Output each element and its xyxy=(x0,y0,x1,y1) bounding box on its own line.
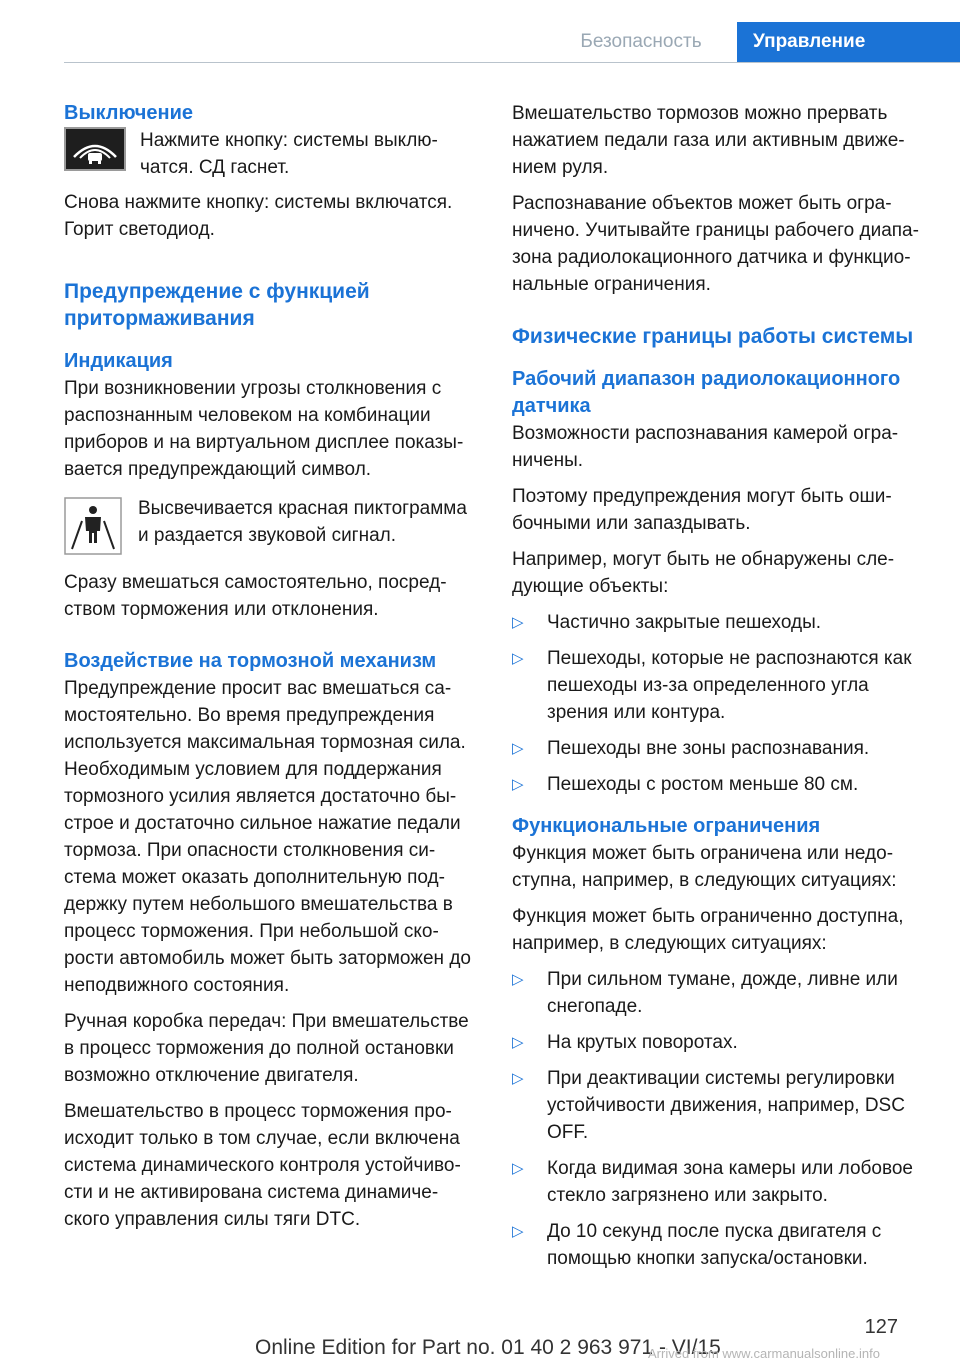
edition-footer: Online Edition for Part no. 01 40 2 963 971 - VI/15 xyxy=(255,1336,721,1359)
right-column xyxy=(512,100,932,1281)
functional-limits-list xyxy=(512,966,932,1272)
list-item: ▷ Пешеходы, которые не распознаются как пешеходы из-за определенного угла зрения или контура. xyxy=(512,645,932,726)
bullet-triangle-icon: ▷ xyxy=(512,740,524,757)
bullet-triangle-icon: ▷ xyxy=(512,776,524,793)
example-text: Например, могут быть не обнаружены следующие объекты: xyxy=(512,549,895,597)
undetected-objects-list xyxy=(512,609,932,798)
bullet-triangle-icon: ▷ xyxy=(512,614,524,631)
camera-text: Возможности распознавания камерой ограничены. xyxy=(512,423,899,471)
functional-paragraph-1: Функция может быть ограничена или недоступна, например, в следующих ситуациях: xyxy=(512,843,897,891)
list-item: ▷ При сильном тумане, дожде, ливне или снегопаде. xyxy=(512,966,932,1020)
list-item: ▷ Когда видимая зона камеры или лобовое стекло загрязнено или закрыто. xyxy=(512,1155,932,1209)
list-item: ▷ До 10 секунд после пуска двигателя с помощью кнопки запуска/остановки. xyxy=(512,1218,932,1272)
bullet-triangle-icon: ▷ xyxy=(512,971,524,988)
heading-off: Выключение xyxy=(64,102,194,124)
collision-warning-button-icon xyxy=(64,127,126,171)
indication-text: При возникновении угрозы столкновения с распознанным человеком на комбинации приборов и на виртуальном дисплее показывается предупреждающий символ. xyxy=(64,378,464,480)
brake-paragraph-1: Предупреждение просит вас вмешаться самостоятельно. Во время предупреждения используется максимальная тормозная сила. Необходимым условием для поддержания тормозного усилия является достаточно быстрое и достаточно сильное нажатие педали тормоза. При опасности столкновения система может оказать дополнительную поддержку путем небольшого вмешательства в процесс торможения. При небольшой скорости автомобиль может быть заторможен до неподвижного состояния. xyxy=(64,678,471,996)
list-item: ▷ Пешеходы вне зоны распознавания. xyxy=(512,735,932,762)
list-item: ▷ Частично закрытые пешеходы. xyxy=(512,609,932,636)
off-instruction xyxy=(64,127,476,181)
functional-paragraph-2: Функция может быть ограниченно доступна, например, в следующих ситуациях: xyxy=(512,906,904,954)
bullet-triangle-icon: ▷ xyxy=(512,1160,524,1177)
pictogram-text: Высвечивается красная пиктограмма и раздается звуковой сигнал. xyxy=(138,498,467,546)
intervene-text: Сразу вмешаться самостоятельно, посредством торможения или отклонения. xyxy=(64,572,447,620)
bullet-triangle-icon: ▷ xyxy=(512,1223,524,1240)
false-warning-text: Поэтому предупреждения могут быть ошибочными или запаздывать. xyxy=(512,486,892,534)
bullet-triangle-icon: ▷ xyxy=(512,1034,524,1051)
off-text: Нажмите кнопку: системы выключатся. СД гаснет. xyxy=(140,130,438,178)
heading-warning-braking: Предупреждение с функцией притормаживания xyxy=(64,280,370,330)
left-column xyxy=(64,100,476,1242)
heading-functional-limits: Функциональные ограничения xyxy=(512,815,821,837)
interrupt-text: Вмешательство тормозов можно прервать нажатием педали газа или активным движением руля. xyxy=(512,103,905,178)
limited-text: Распознавание объектов может быть ограничено. Учитывайте границы рабочего диапазона радиолокационного датчика и функциональные ограничения. xyxy=(512,193,919,295)
on-text: Снова нажмите кнопку: системы включатся. Горит светодиод. xyxy=(64,192,453,240)
brake-paragraph-3: Вмешательство в процесс торможения происходит только в том случае, если включена система динамического контроля устойчивости и не активирована система динамического управления силы тяги DTC. xyxy=(64,1101,461,1230)
heading-indication: Индикация xyxy=(64,350,173,372)
heading-brake-intervention: Воздействие на тормозной механизм xyxy=(64,650,437,672)
bullet-triangle-icon: ▷ xyxy=(512,650,524,667)
header-rule xyxy=(64,62,960,63)
tab-controls[interactable]: Управление xyxy=(737,22,960,62)
brake-paragraph-2: Ручная коробка передач: При вмешательстве в процесс торможения до полной остановки возможно отключение двигателя. xyxy=(64,1011,469,1086)
heading-radar-range: Рабочий диапазон радиолокационного датчика xyxy=(512,368,901,417)
page-number: 127 xyxy=(864,1316,898,1338)
tab-safety[interactable]: Безопасность xyxy=(580,31,702,52)
pedestrian-warning-icon xyxy=(64,497,122,555)
list-item: ▷ На крутых поворотах. xyxy=(512,1029,932,1056)
list-item: ▷ Пешеходы с ростом меньше 80 см. xyxy=(512,771,932,798)
pictogram-instruction xyxy=(64,495,476,555)
list-item: ▷ При деактивации системы регулировки устойчивости движения, например, DSC OFF. xyxy=(512,1065,932,1146)
bullet-triangle-icon: ▷ xyxy=(512,1070,524,1087)
heading-physical-limits: Физические границы работы системы xyxy=(512,325,914,348)
source-watermark: Arrived from www.carmanualsonline.info xyxy=(648,1346,880,1361)
